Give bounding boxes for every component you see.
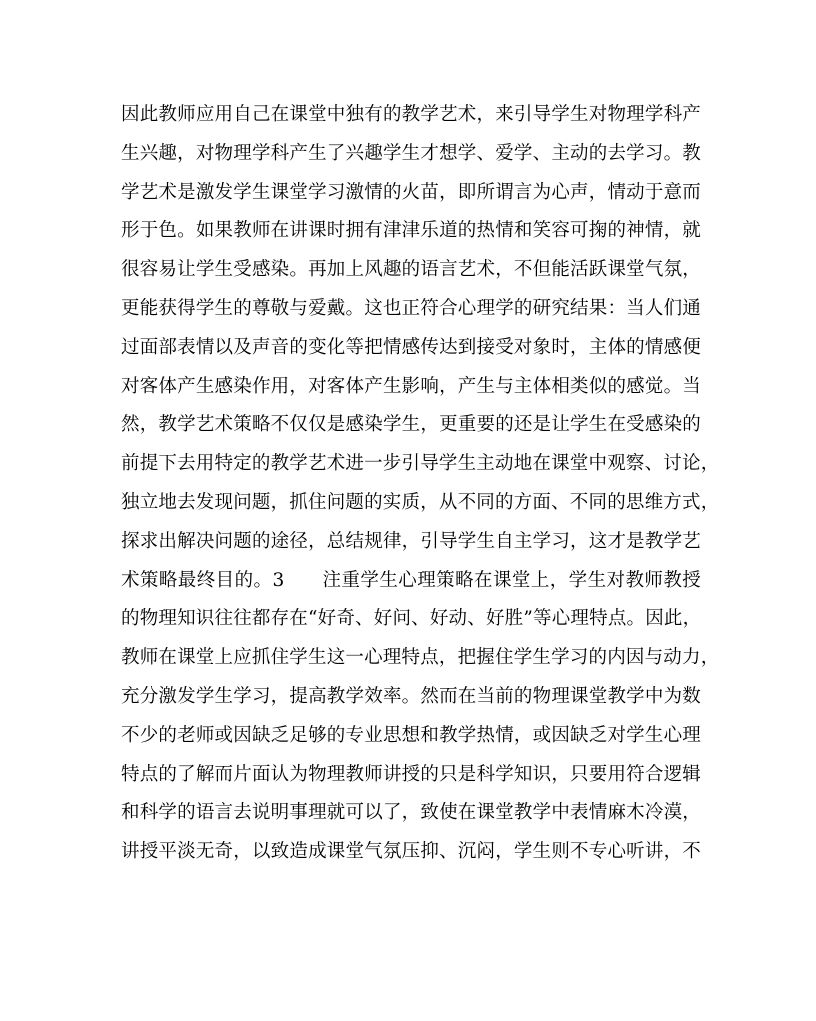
text-line-9: 然，教学艺术策略不仅仅是感染学生，更重要的还是让学生在受感染的 (121, 414, 701, 436)
text-line-12: 探求出解决问题的途径，总结规律，引导学生自主学习，这才是教学艺 (121, 530, 701, 552)
text-line-4: 形于色。如果教师在讲课时拥有津津乐道的热情和笑容可掬的神情，就 (121, 220, 701, 242)
text-line-2: 生兴趣，对物理学科产生了兴趣学生才想学、爱学、主动的去学习。教 (121, 142, 701, 164)
text-line-8: 对客体产生感染作用，对客体产生影响，产生与主体相类似的感觉。当 (121, 375, 701, 397)
text-line-5: 很容易让学生受感染。再加上风趣的语言艺术，不但能活跃课堂气氛， (121, 259, 701, 281)
text-line-6: 更能获得学生的尊敬与爱戴。这也正符合心理学的研究结果：当人们通 (121, 297, 701, 319)
text-line-17: 不少的老师或因缺乏足够的专业思想和教学热情，或因缺乏对学生心理 (121, 724, 701, 746)
text-line-14: 的物理知识往往都存在“好奇、好问、好动、好胜”等心理特点。因此， (121, 608, 702, 630)
text-line-3: 学艺术是激发学生课堂学习激情的火苗，即所谓言为心声，情动于意而 (121, 181, 701, 203)
text-line-7: 过面部表情以及声音的变化等把情感传达到接受对象时，主体的情感便 (121, 336, 701, 358)
text-line-18: 特点的了解而片面认为物理教师讲授的只是科学知识，只要用符合逻辑 (121, 763, 701, 785)
text-line-11: 独立地去发现问题，抓住问题的实质，从不同的方面、不同的思维方式， (121, 491, 720, 513)
text-line-15: 教师在课堂上应抓住学生这一心理特点，把握住学生学习的内因与动力， (121, 647, 720, 669)
body-paragraph (121, 96, 720, 872)
text-line-19: 和科学的语言去说明事理就可以了，致使在课堂教学中表情麻木冷漠， (121, 802, 701, 824)
text-line-20: 讲授平淡无奇，以致造成课堂气氛压抑、沉闷，学生则不专心听讲，不 (121, 841, 701, 863)
text-line-16: 充分激发学生学习，提高教学效率。然而在当前的物理课堂教学中为数 (121, 685, 701, 707)
text-line-1: 因此教师应用自己在课堂中独有的教学艺术，来引导学生对物理学科产 (121, 104, 701, 125)
text-line-10: 前提下去用特定的教学艺术进一步引导学生主动地在课堂中观察、讨论， (121, 453, 720, 475)
text-line-13: 术策略最终目的。3 注重学生心理策略在课堂上，学生对教师教授 (121, 569, 701, 591)
